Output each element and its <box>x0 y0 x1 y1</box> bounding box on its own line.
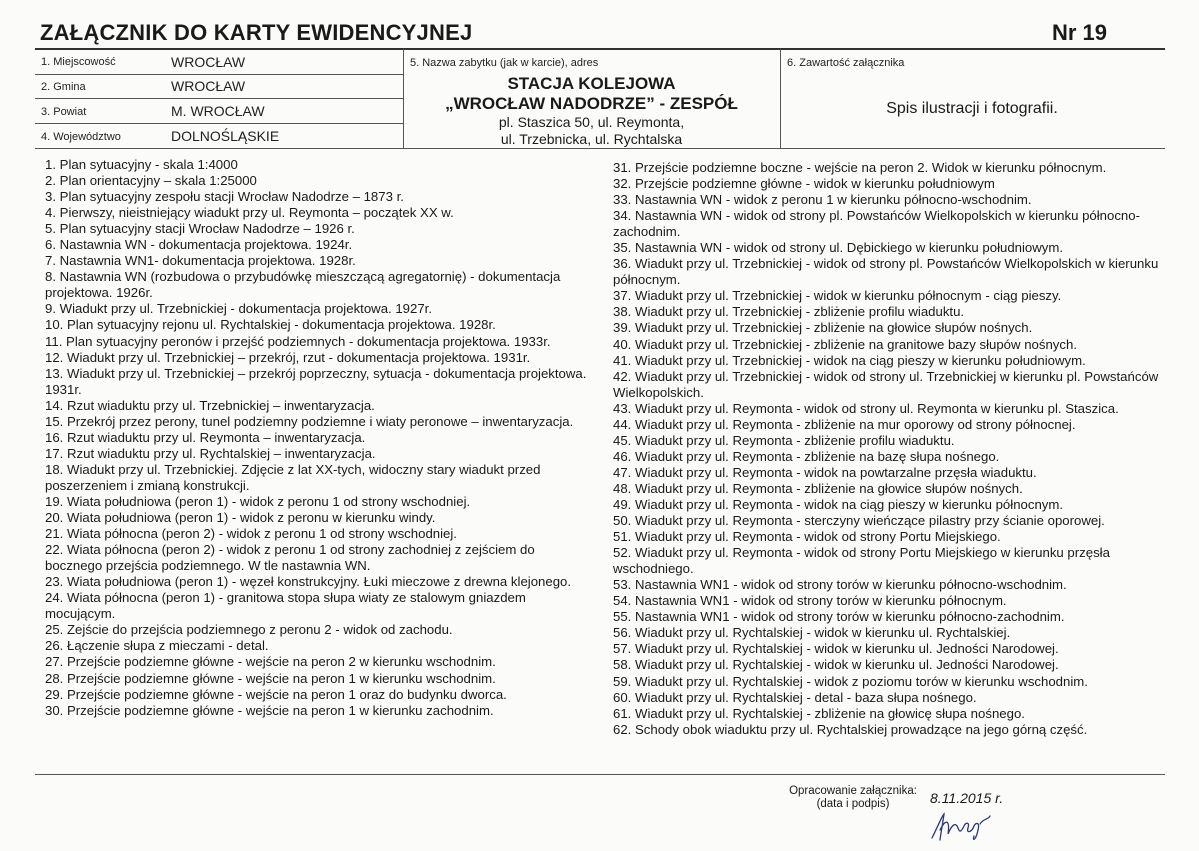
prepared-by-label-line2: (data i podpis) <box>816 798 890 810</box>
list-item: 54. Nastawnia WN1 - widok od strony torów w kierunku północnym. <box>613 593 1007 609</box>
footer-rule <box>35 774 1165 775</box>
list-item: 11. Plan sytuacyjny peronów i przejść podziemnych - dokumentacja projektowa. 1933r. <box>45 333 551 349</box>
gmina-value: WROCŁAW <box>171 78 246 94</box>
list-item: 8. Nastawnia WN (rozbudowa o przybudówkę mieszczącą agregatornię) - dokumentacja projektowa. 1926r. <box>45 269 561 301</box>
row-rule-1 <box>35 74 403 75</box>
list-item: 55. Nastawnia WN1 - widok od strony torów w kierunku północno-zachodnim. <box>613 609 1065 625</box>
list-item: 20. Wiata południowa (peron 1) - widok z peronu w kierunku windy. <box>45 510 436 526</box>
list-item: 51. Wiadukt przy ul. Reymonta - widok od strony Portu Miejskiego. <box>613 529 1001 545</box>
list-item: 26. Łączenie słupa z mieczami - detal. <box>45 638 269 654</box>
list-item: 53. Nastawnia WN1 - widok od strony torów w kierunku północno-wschodnim. <box>613 577 1067 593</box>
list-item: 12. Wiadukt przy ul. Trzebnickiej – przekrój, rzut - dokumentacja projektowa. 1931r. <box>45 349 531 365</box>
list-item: 42. Wiadukt przy ul. Trzebnickiej - widok od strony ul. Trzebnickiej w kierunku pl. Powstańców Wielkopolskich. <box>613 368 1159 400</box>
attachment-number: Nr 19 <box>1052 20 1108 45</box>
list-item: 15. Przekrój przez perony, tunel podziemny podziemne i wiaty peronowe – inwentaryzacja. <box>45 413 574 429</box>
list-item: 18. Wiadukt przy ul. Trzebnickiej. Zdjęcie z lat XX-tych, widoczny stary wiadukt przed poszerzeniem i zmianą konstrukcji. <box>45 461 541 493</box>
monument-address-line2: ul. Trzebnicka, ul. Rychtalska <box>500 131 683 147</box>
list-item: 19. Wiata południowa (peron 1) - widok z peronu 1 od strony wschodniej. <box>45 493 471 509</box>
illustration-list-left <box>45 157 590 719</box>
prepared-date: 8.11.2015 r. <box>930 790 1004 806</box>
powiat-label: 3. Powiat <box>41 106 87 118</box>
list-item: 45. Wiadukt przy ul. Reymonta - zbliżenie profilu wiaduktu. <box>613 432 955 448</box>
list-item: 1. Plan sytuacyjny - skala 1:4000 <box>45 157 238 172</box>
attachment-contents: Spis ilustracji i fotografii. <box>886 100 1058 117</box>
list-item: 21. Wiata północna (peron 2) - widok z peronu 1 od strony wschodniej. <box>45 526 457 542</box>
list-item: 60. Wiadukt przy ul. Rychtalskiej - detal - baza słupa nośnego. <box>613 689 977 705</box>
list-item: 37. Wiadukt przy ul. Trzebnickiej - widok w kierunku północnym - ciąg pieszy. <box>613 288 1062 304</box>
list-item: 58. Wiadukt przy ul. Rychtalskiej - widok w kierunku ul. Jedności Narodowej. <box>613 657 1059 673</box>
list-item: 31. Przejście podziemne boczne - wejście na peron 2. Widok w kierunku północnym. <box>613 160 1107 175</box>
wojewodztwo-value: DOLNOŚLĄSKIE <box>171 128 280 144</box>
monument-address <box>403 114 780 148</box>
zawartosc-label: 6. Zawartość załącznika <box>787 57 905 69</box>
list-item: 6. Nastawnia WN - dokumentacja projektowa. 1924r. <box>45 237 353 253</box>
list-item: 44. Wiadukt przy ul. Reymonta - zbliżenie na mur oporowy od strony północnej. <box>613 416 1076 432</box>
list-item: 16. Rzut wiaduktu przy ul. Reymonta – inwentaryzacja. <box>45 429 366 445</box>
document-title: ZAŁĄCZNIK DO KARTY EWIDENCYJNEJ <box>40 20 473 45</box>
list-item: 40. Wiadukt przy ul. Trzebnickiej - zbliżenie na granitowe bazy słupów nośnych. <box>613 336 1077 352</box>
monument-name <box>403 74 780 114</box>
nazwa-label: 5. Nazwa zabytku (jak w karcie), adres <box>410 57 599 69</box>
list-item: 34. Nastawnia WN - widok od strony pl. Powstańców Wielkopolskich w kierunku północno-zachodnim. <box>613 208 1140 240</box>
list-item: 13. Wiadukt przy ul. Trzebnickiej – przekrój poprzeczny, sytuacja - dokumentacja projektowa. 1931r. <box>45 365 587 397</box>
monument-name-line2: „WROCŁAW NADODRZE” - ZESPÓŁ <box>445 94 738 113</box>
wojewodztwo-label: 4. Województwo <box>41 131 121 143</box>
list-item: 62. Schody obok wiaduktu przy ul. Rychtalskiej prowadzące na jego górną część. <box>613 721 1088 737</box>
list-item: 10. Plan sytuacyjny rejonu ul. Rychtalskiej - dokumentacja projektowa. 1928r. <box>45 317 496 333</box>
miejscowosc-value: WROCŁAW <box>171 54 246 70</box>
list-item: 2. Plan orientacyjny – skala 1:25000 <box>45 173 257 189</box>
list-item: 39. Wiadukt przy ul. Trzebnickiej - zbliżenie na głowice słupów nośnych. <box>613 320 1033 336</box>
header-bottom-rule <box>35 148 1165 149</box>
list-item: 50. Wiadukt przy ul. Reymonta - sterczyny wieńczące pilastry przy ścianie oporowej. <box>613 513 1105 529</box>
list-item: 9. Wiadukt przy ul. Trzebnickiej - dokumentacja projektowa. 1927r. <box>45 301 433 317</box>
list-item: 17. Rzut wiaduktu przy ul. Rychtalskiej – inwentaryzacja. <box>45 445 376 461</box>
list-item: 5. Plan sytuacyjny stacji Wrocław Nadodrze – 1926 r. <box>45 221 355 237</box>
list-item: 36. Wiadukt przy ul. Trzebnickiej - widok od strony pl. Powstańców Wielkopolskich w kierunku północnym. <box>613 256 1159 288</box>
monument-address-line1: pl. Staszica 50, ul. Reymonta, <box>498 114 685 130</box>
list-item: 48. Wiadukt przy ul. Reymonta - zbliżenie na głowice słupów nośnych. <box>613 480 1023 496</box>
list-item: 32. Przejście podziemne główne - widok w kierunku południowym <box>613 176 995 192</box>
list-item: 61. Wiadukt przy ul. Rychtalskiej - zbliżenie na głowicę słupa nośnego. <box>613 705 1025 721</box>
list-item: 49. Wiadukt przy ul. Reymonta - widok na ciąg pieszy w kierunku północnym. <box>613 496 1064 512</box>
miejscowosc-label: 1. Miejscowość <box>41 56 116 68</box>
row-rule-2 <box>35 98 403 99</box>
list-item: 3. Plan sytuacyjny zespołu stacji Wrocław Nadodrze – 1873 r. <box>45 189 404 205</box>
list-item: 35. Nastawnia WN - widok od strony ul. Dębickiego w kierunku południowym. <box>613 240 1064 256</box>
list-item: 46. Wiadukt przy ul. Reymonta - zbliżenie na bazę słupa nośnego. <box>613 448 1000 464</box>
top-rule <box>35 48 1165 50</box>
list-item: 25. Zejście do przejścia podziemnego z peronu 2 - widok od zachodu. <box>45 622 453 638</box>
list-item: 57. Wiadukt przy ul. Rychtalskiej - widok w kierunku ul. Jedności Narodowej. <box>613 641 1059 657</box>
prepared-by-label-line1: Opracowanie załącznika: <box>789 785 917 797</box>
col-divider-2 <box>780 49 781 149</box>
gmina-label: 2. Gmina <box>41 81 86 93</box>
list-item: 56. Wiadukt przy ul. Rychtalskiej - widok w kierunku ul. Rychtalskiej. <box>613 625 1011 641</box>
list-item: 7. Nastawnia WN1- dokumentacja projektowa. 1928r. <box>45 253 356 269</box>
monument-name-line1: STACJA KOLEJOWA <box>507 74 676 93</box>
illustration-list-right <box>613 160 1161 738</box>
row-rule-3 <box>35 123 403 124</box>
list-item: 23. Wiata południowa (peron 1) - węzeł konstrukcyjny. Łuki mieczowe z drewna klejonego. <box>45 574 572 590</box>
list-item: 24. Wiata północna (peron 1) - granitowa stopa słupa wiaty ze stalowym gniazdem mocującym. <box>45 590 526 622</box>
powiat-value: M. WROCŁAW <box>171 103 265 119</box>
list-item: 22. Wiata północna (peron 2) - widok z peronu 1 od strony zachodniej z zejściem do bocznego przejścia podziemnego. W tle nastawnia WN. <box>45 542 535 574</box>
list-item: 28. Przejście podziemne główne - wejście na peron 1 w kierunku wschodnim. <box>45 670 496 686</box>
signature-mark <box>928 808 998 844</box>
list-item: 14. Rzut wiaduktu przy ul. Trzebnickiej – inwentaryzacja. <box>45 397 375 413</box>
list-item: 59. Wiadukt przy ul. Rychtalskiej - widok z poziomu torów w kierunku wschodnim. <box>613 673 1088 689</box>
prepared-by-label <box>778 785 928 811</box>
list-item: 27. Przejście podziemne główne - wejście na peron 2 w kierunku wschodnim. <box>45 654 496 670</box>
list-item: 52. Wiadukt przy ul. Reymonta - widok od strony Portu Miejskiego w kierunku przęsła wschodniego. <box>613 545 1110 577</box>
list-item: 47. Wiadukt przy ul. Reymonta - widok na powtarzalne przęsła wiaduktu. <box>613 464 1037 480</box>
list-item: 43. Wiadukt przy ul. Reymonta - widok od strony ul. Reymonta w kierunku pl. Staszica. <box>613 400 1119 416</box>
list-item: 38. Wiadukt przy ul. Trzebnickiej - zbliżenie profilu wiaduktu. <box>613 304 965 320</box>
list-item: 4. Pierwszy, nieistniejący wiadukt przy ul. Reymonta – początek XX w. <box>45 205 454 221</box>
list-item: 33. Nastawnia WN - widok z peronu 1 w kierunku północno-wschodnim. <box>613 192 1032 208</box>
list-item: 29. Przejście podziemne główne - wejście na peron 1 oraz do budynku dworca. <box>45 686 507 702</box>
list-item: 30. Przejście podziemne główne - wejście na peron 1 w kierunku zachodnim. <box>45 702 494 718</box>
list-item: 41. Wiadukt przy ul. Trzebnickiej - widok na ciąg pieszy w kierunku południowym. <box>613 352 1086 368</box>
